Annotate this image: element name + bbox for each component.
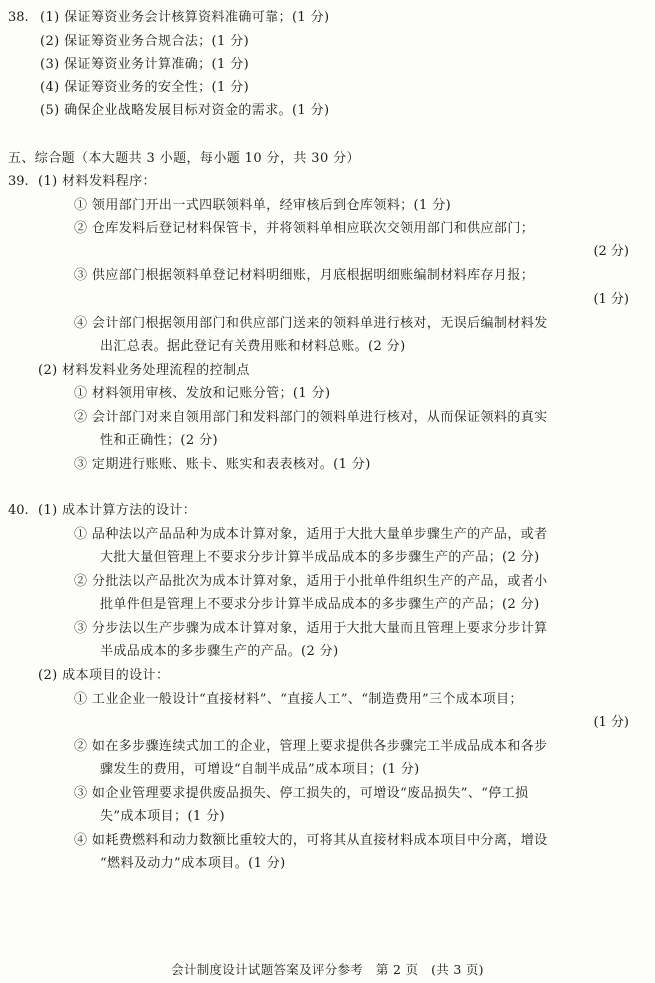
q40-part1-title: (1) 成本计算方法的设计： (38, 503, 197, 518)
q39-part2-item-3: ③ 定期进行账账、账卡、账实和表表核对。(1 分) (74, 457, 371, 472)
q40-part2-item-2-line-2: 骤发生的费用，可增设“自制半成品”成本项目；(1 分) (100, 762, 420, 777)
q40-part1-item-1-line-1: ① 品种法以产品品种为成本计算对象，适用于大批大量单步骤生产的产品，或者 (74, 527, 548, 542)
q40-part2-item-1: ① 工业企业一般设计“直接材料”、“直接人工”、“制造费用”三个成本项目； (74, 692, 523, 707)
q40-part1-item-2-line-1: ② 分批法以产品批次为成本计算对象，适用于小批单件组织生产的产品，或者小 (74, 574, 548, 589)
q39-part1-item-2: ② 仓库发料后登记材料保管卡，并将领料单相应联次交领用部门和供应部门； (74, 221, 535, 236)
q40-part1-item-2-line-2: 批单件但是管理上不要求分步计算半成品成本的多步骤生产的产品；(2 分) (100, 597, 540, 612)
q40-part2-item-4-line-1: ④ 如耗费燃料和动力数额比重较大的，可将其从直接材料成本项目中分离，增设 (74, 833, 548, 848)
q38-item-2: (2) 保证筹资业务合规合法；(1 分) (40, 34, 250, 49)
q40-part2-item-4-line-2: “燃料及动力”成本项目。(1 分) (100, 856, 286, 871)
section-5-heading: 五、综合题（本大题共 3 小题，每小题 10 分，共 30 分） (8, 151, 360, 166)
q39-part2-title: (2) 材料发料业务处理流程的控制点 (38, 363, 250, 378)
page-footer: 会计制度设计试题答案及评分参考 第 2 页 (共 3 页) (171, 962, 484, 977)
q38-item-5: (5) 确保企业战略发展目标对资金的需求。(1 分) (40, 103, 330, 118)
q40-part2-item-3-line-2: 失”成本项目；(1 分) (100, 809, 225, 824)
q38-item-4: (4) 保证筹资业务的安全性；(1 分) (40, 80, 250, 95)
q39-part1-item-4-line-2: 出汇总表。据此登记有关费用账和材料总账。(2 分) (100, 339, 406, 354)
q39-part1-item-3: ③ 供应部门根据领料单登记材料明细账，月底根据明细账编制材料库存月报； (74, 268, 535, 283)
q40-part2-item-3-line-1: ③ 如企业管理要求提供废品损失、停工损失的，可增设“废品损失”、“停工损 (74, 786, 529, 801)
q40-part2-item-2-line-1: ② 如在多步骤连续式加工的企业，管理上要求提供各步骤完工半成品成本和各步 (74, 739, 548, 754)
q40-part2-item-1-score: (1 分) (593, 715, 629, 730)
q39-part2-item-1: ① 材料领用审核、发放和记账分管；(1 分) (74, 386, 331, 401)
question-40-number: 40. (8, 503, 29, 518)
q39-part1-item-1: ① 领用部门开出一式四联领料单，经审核后到仓库领料；(1 分) (74, 198, 452, 213)
q39-part2-item-2-line-1: ② 会计部门对来自领用部门和发料部门的领料单进行核对，从而保证领料的真实 (74, 410, 548, 425)
q40-part2-title: (2) 成本项目的设计： (38, 668, 170, 683)
q39-part2-item-2-line-2: 性和正确性；(2 分) (100, 433, 218, 448)
q40-part1-item-3-line-1: ③ 分步法以生产步骤为成本计算对象，适用于大批大量而且管理上要求分步计算 (74, 621, 548, 636)
q38-item-1: (1) 保证筹资业务会计核算资料准确可靠；(1 分) (40, 10, 330, 25)
q39-part1-title: (1) 材料发料程序： (38, 174, 156, 189)
q38-item-3: (3) 保证筹资业务计算准确；(1 分) (40, 57, 250, 72)
q39-part1-item-4-line-1: ④ 会计部门根据领用部门和供应部门送来的领料单进行核对，无误后编制材料发 (74, 316, 548, 331)
q40-part1-item-3-line-2: 半成品成本的多步骤生产的产品。(2 分) (100, 644, 339, 659)
q39-part1-item-2-score: (2 分) (593, 244, 629, 259)
q40-part1-item-1-line-2: 大批大量但管理上不要求分步计算半成品成本的多步骤生产的产品；(2 分) (100, 550, 540, 565)
q39-part1-item-3-score: (1 分) (593, 292, 629, 307)
question-39-number: 39. (8, 174, 29, 189)
question-38-number: 38. (8, 10, 29, 25)
